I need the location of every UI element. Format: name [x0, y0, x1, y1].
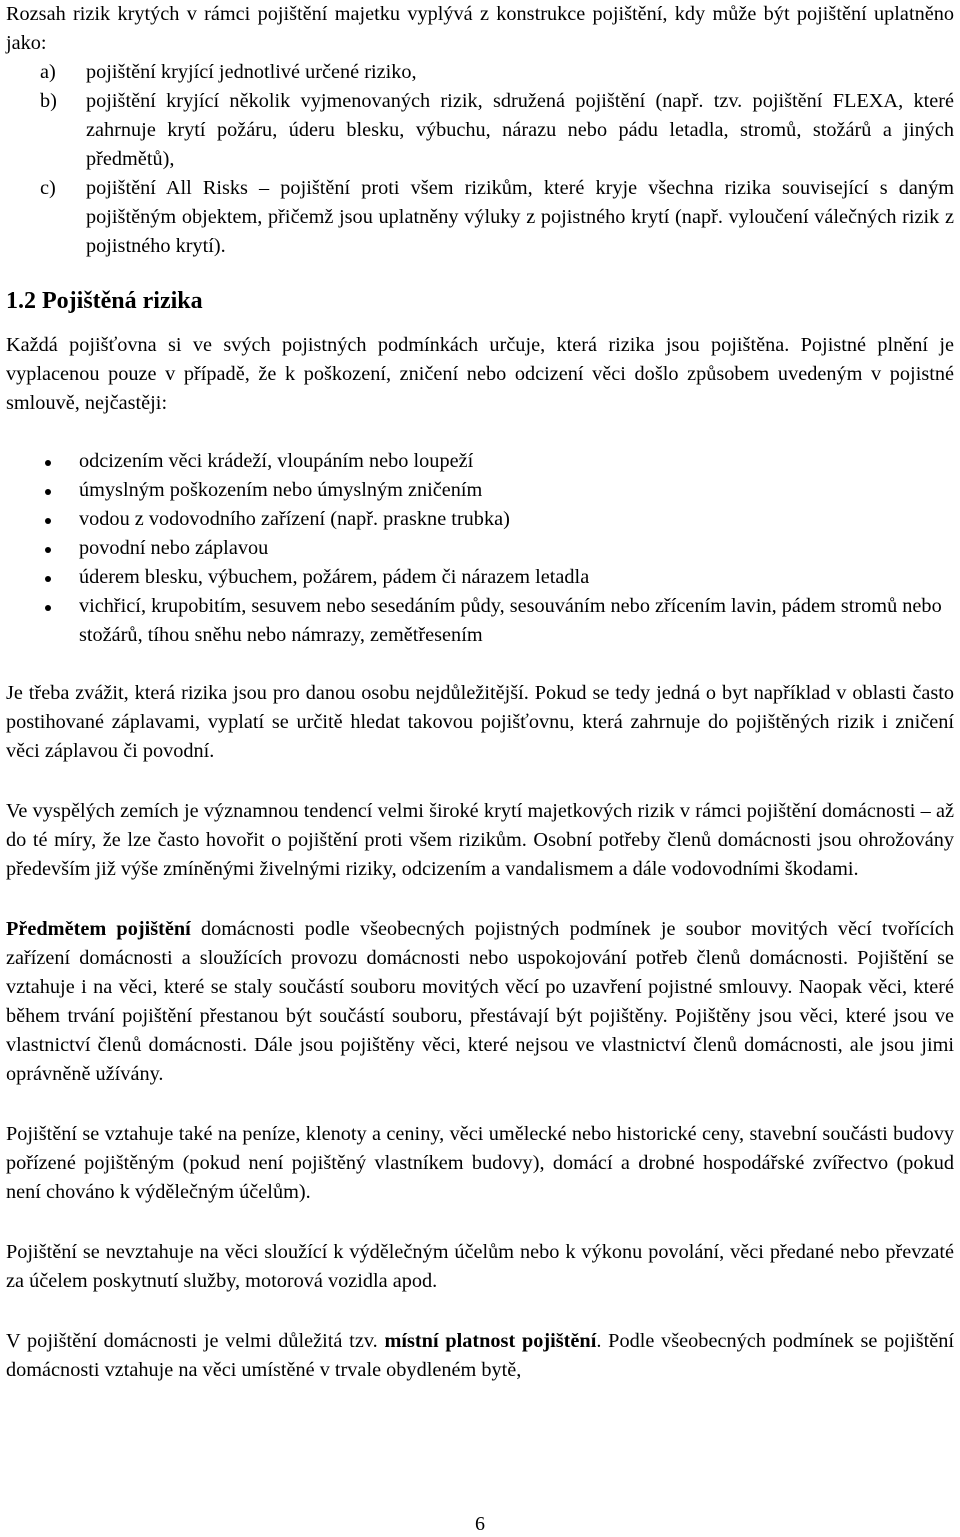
bullet-icon [44, 447, 79, 476]
section-heading: 1.2 Pojištěná rizika [6, 288, 203, 314]
list-item-text: pojištění All Risks – pojištění proti všem rizikům, které kryje všechna rizika související s daným pojištěným objektem, přičemž jsou uplatněny výluky z pojistného krytí (např. vyloučení válečných rizik z pojistného krytí). [86, 177, 954, 257]
bullet-item [44, 447, 954, 476]
bullet-text: vichřicí, krupobitím, sesuvem nebo sesedáním půdy, sesouváním nebo zřícením lavin, pádem stromů nebo stožárů, tíhou sněhu nebo námrazy, zemětřesením [79, 595, 942, 646]
document-page [6, 0, 954, 1385]
bullet-item [44, 505, 954, 534]
bullet-icon [44, 563, 79, 592]
paragraph-also-covers: Pojištění se vztahuje také na peníze, klenoty a ceniny, věci umělecké nebo historické ceny, stavební součásti budovy pořízené pojištěným (pokud není pojištěný vlastníkem budovy), domácí a drobné hospodářské zvířectvo (pokud není chováno k výdělečným účelům). [6, 1123, 954, 1203]
paragraph-not-covered: Pojištění se nevztahuje na věci sloužící k výdělečným účelům nebo k výkonu povolání, věci předané nebo převzaté za účelem poskytnutí služby, motorová vozidla apod. [6, 1241, 954, 1292]
bullet-text: úderem blesku, výbuchem, požárem, pádem či nárazem letadla [79, 566, 590, 588]
list-marker: c) [40, 177, 56, 199]
bullet-item [44, 592, 954, 650]
spacer [6, 884, 954, 915]
paragraph-local-validity [6, 1327, 954, 1385]
list-marker: b) [40, 90, 57, 112]
bullet-text: odcizením věci krádeží, vloupáním nebo loupeží [79, 450, 474, 472]
spacer [6, 1089, 954, 1120]
risk-scope-list [6, 58, 954, 261]
bullet-icon [44, 592, 79, 621]
list-item [40, 58, 954, 87]
paragraph-text: domácnosti podle všeobecných pojistných podmínek je soubor movitých věcí tvořících zařízení domácnosti a sloužících provozu domácnosti nebo uspokojování potřeb členů domácnosti. Pojištění se vztahuje i na věci, které se staly součástí souboru movitých věcí po uzavření pojistné smlouvy. Naopak věci, které během trvání pojištění přestanou být součástí souboru, přestávají být pojištěny. Pojištěny jsou věci, které jsou ve vlastnictví členů domácnosti. Dále jsou pojištěny věci, které nejsou ve vlastnictví členů domácnosti, ale jsou jimi oprávněně užívány. [6, 918, 954, 1085]
list-item-text: pojištění kryjící jednotlivé určené riziko, [86, 61, 417, 83]
bullet-item [44, 476, 954, 505]
bold-term: místní platnost pojištění [384, 1330, 597, 1352]
bullet-icon [44, 534, 79, 563]
paragraph-subject-of-insurance [6, 915, 954, 1089]
spacer [6, 650, 954, 679]
bullet-text: úmyslným poškozením nebo úmyslným zničením [79, 479, 483, 501]
spacer [6, 1296, 954, 1327]
bullet-item [44, 534, 954, 563]
bullet-text: povodní nebo záplavou [79, 537, 269, 559]
list-item [40, 174, 954, 261]
risk-bullet-list [6, 447, 954, 650]
bold-term: Předmětem pojištění [6, 918, 191, 940]
paragraph-developed-countries: Ve vyspělých zemích je významnou tendencí velmi široké krytí majetkových rizik v rámci pojištění domácnosti – až do té míry, že lze často hovořit o pojištění proti všem rizikům. Osobní potřeby členů domácnosti jsou ohrožovány především již výše zmíněnými živelnými riziky, odcizením a vandalismem a dále vodovodními škodami. [6, 800, 954, 880]
paragraph-insurers: Každá pojišťovna si ve svých pojistných podmínkách určuje, která rizika jsou pojištěna. Pojistné plnění je vyplacenou pouze v případě, že k poškození, zničení nebo odcizení věci došlo způsobem uvedeným v pojistné smlouvě, nejčastěji: [6, 334, 954, 414]
intro-lead: Rozsah rizik krytých v rámci pojištění majetku vyplývá z konstrukce pojištění, kdy může být pojištění uplatněno jako: [6, 3, 954, 54]
bullet-item [44, 563, 954, 592]
paragraph-text: V pojištění domácnosti je velmi důležitá tzv. [6, 1330, 385, 1352]
page-number: 6 [475, 1513, 485, 1535]
paragraph-consider-risks: Je třeba zvážit, která rizika jsou pro danou osobu nejdůležitější. Pokud se tedy jedná o byt například v oblasti často postihované záplavami, vyplatí se určitě hledat takovou pojišťovnu, která zahrnuje do pojištěných rizik i zničení věci záplavou či povodní. [6, 682, 954, 762]
list-marker: a) [40, 61, 56, 83]
paragraph-text: . Podle všeobecných podmínek se pojištění domácnosti vztahuje na věci umístěné v trvale obydleném bytě, [6, 1330, 954, 1381]
spacer [6, 1207, 954, 1238]
bullet-icon [44, 476, 79, 505]
list-item [40, 87, 954, 174]
list-item-text: pojištění kryjící několik vyjmenovaných rizik, sdružená pojištění (např. tzv. pojištění FLEXA, které zahrnuje krytí požáru, úderu blesku, výbuchu, nárazu nebo pádu letadla, stromů, stožárů a jiných předmětů), [86, 90, 954, 170]
spacer [6, 418, 954, 447]
bullet-icon [44, 505, 79, 534]
bullet-text: vodou z vodovodního zařízení (např. praskne trubka) [79, 508, 510, 530]
spacer [6, 766, 954, 797]
